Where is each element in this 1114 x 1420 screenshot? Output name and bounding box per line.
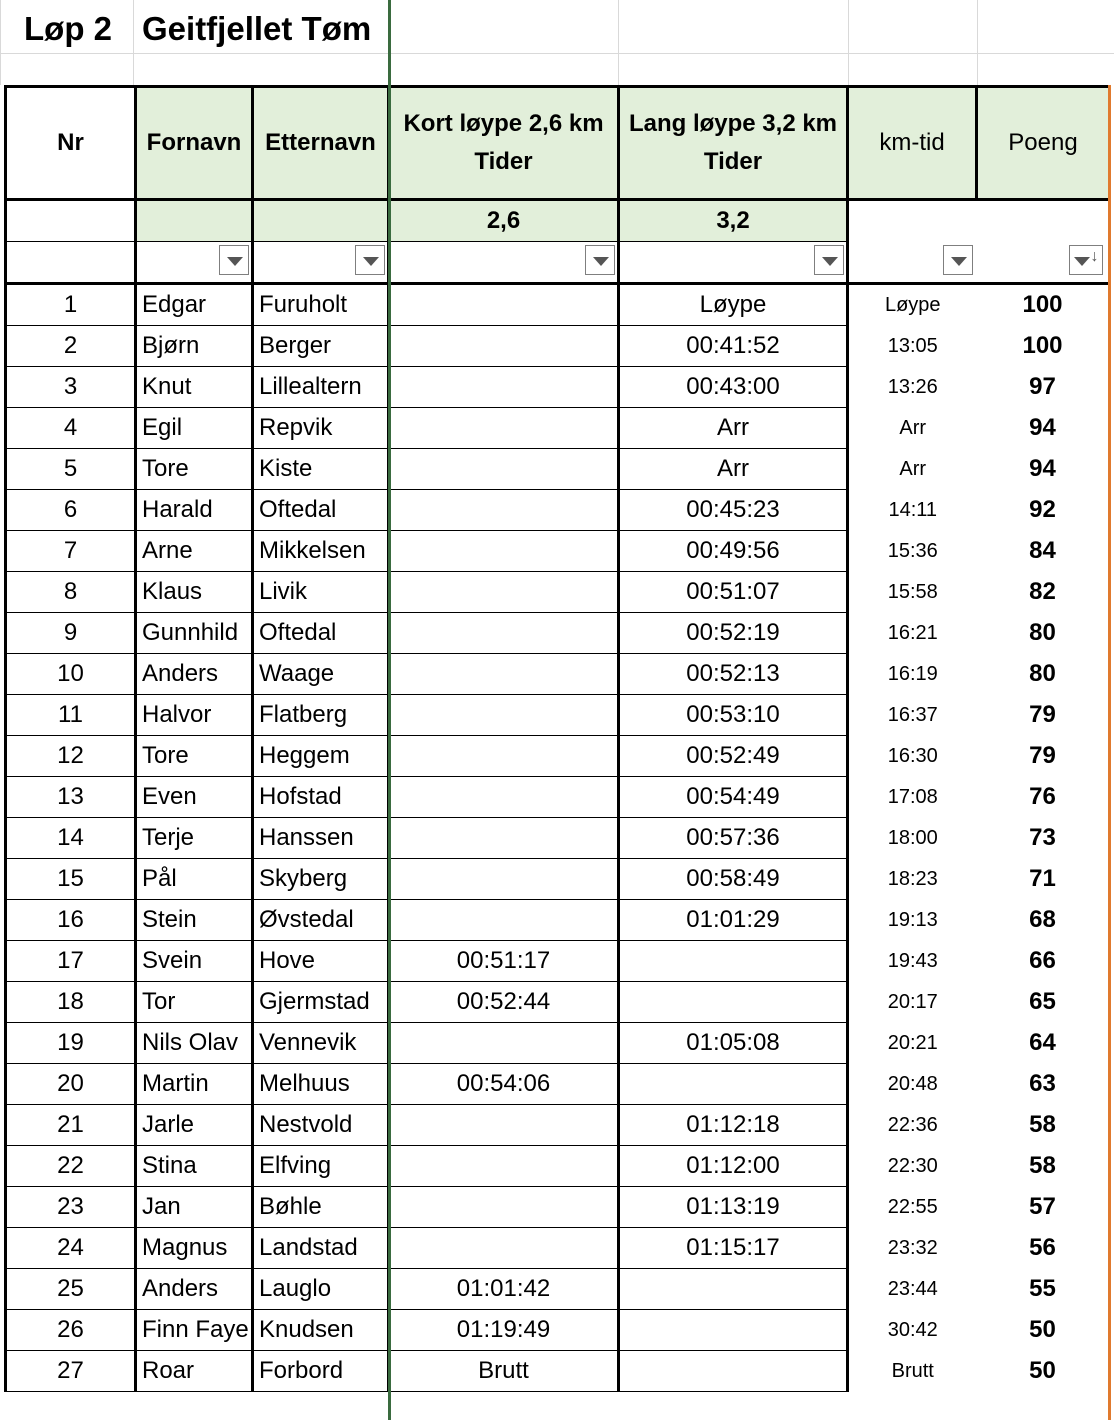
row-etternavn[interactable]: Hove [253, 941, 389, 982]
row-lang-tid[interactable]: 00:53:10 [619, 695, 848, 736]
row-kort-tid[interactable] [389, 326, 619, 367]
row-kort-tid[interactable] [389, 1023, 619, 1064]
row-nr[interactable]: 18 [6, 982, 136, 1023]
table-row [6, 1064, 1109, 1105]
row-fornavn[interactable]: Halvor [136, 695, 253, 736]
row-fornavn[interactable]: Tore [136, 449, 253, 490]
header-kort-loype[interactable] [389, 87, 619, 200]
row-fornavn[interactable]: Finn Faye [136, 1310, 253, 1351]
row-etternavn[interactable]: Elfving [253, 1146, 389, 1187]
filter-dropdown-button[interactable] [943, 245, 973, 275]
row-kort-tid[interactable] [389, 367, 619, 408]
row-nr[interactable]: 5 [6, 449, 136, 490]
row-etternavn[interactable]: Melhuus [253, 1064, 389, 1105]
cell[interactable] [253, 200, 389, 242]
row-nr[interactable]: 2 [6, 326, 136, 367]
row-kort-tid[interactable]: 01:19:49 [389, 1310, 619, 1351]
row-kmtid[interactable]: 16:30 [887, 744, 938, 767]
results-table [4, 85, 1109, 1392]
row-poeng[interactable]: 92 [1029, 496, 1056, 523]
header-kmtid[interactable]: km-tid [848, 87, 977, 200]
row-lang-tid[interactable]: 00:51:07 [619, 572, 848, 613]
row-kort-tid[interactable] [389, 1187, 619, 1228]
table-row [6, 777, 1109, 818]
gridline [848, 0, 849, 85]
row-etternavn[interactable]: Waage [253, 654, 389, 695]
row-nr[interactable]: 11 [6, 695, 136, 736]
row-etternavn[interactable]: Bøhle [253, 1187, 389, 1228]
row-kort-tid[interactable] [389, 736, 619, 777]
row-kort-tid[interactable] [389, 1105, 619, 1146]
row-nr[interactable]: 4 [6, 408, 136, 449]
row-nr[interactable]: 13 [6, 777, 136, 818]
row-poeng[interactable]: 100 [1022, 332, 1063, 359]
row-kort-tid[interactable] [389, 777, 619, 818]
table-row [6, 736, 1109, 777]
row-lang-tid[interactable]: 00:52:19 [619, 613, 848, 654]
column-edge-marker [1108, 85, 1111, 1420]
table-row [6, 572, 1109, 613]
row-kmtid[interactable]: Arr [899, 457, 927, 480]
row-lang-tid[interactable] [619, 1351, 848, 1392]
row-kort-tid[interactable] [389, 654, 619, 695]
row-etternavn[interactable]: Gjermstad [253, 982, 389, 1023]
row-poeng[interactable]: 80 [1029, 660, 1056, 687]
row-kort-tid[interactable] [389, 1146, 619, 1187]
row-nr[interactable]: 14 [6, 818, 136, 859]
table-row [6, 1187, 1109, 1228]
row-etternavn[interactable]: Kiste [253, 449, 389, 490]
filter-cell-fornavn [136, 242, 253, 284]
row-poeng[interactable]: 80 [1029, 619, 1056, 646]
row-fornavn[interactable]: Pål [136, 859, 253, 900]
cell[interactable] [977, 200, 1109, 242]
row-nr[interactable]: 27 [6, 1351, 136, 1392]
row-poeng[interactable]: 68 [1029, 906, 1056, 933]
table-row [6, 1310, 1109, 1351]
row-kort-tid[interactable]: 00:52:44 [389, 982, 619, 1023]
table-row [6, 284, 1109, 326]
row-kmtid[interactable]: 15:36 [887, 539, 938, 562]
filter-cell-poeng [977, 242, 1109, 284]
race-name-cell[interactable]: Geitfjellet Tøm [142, 10, 372, 47]
row-lang-tid[interactable]: 00:54:49 [619, 777, 848, 818]
row-kmtid[interactable]: 30:42 [887, 1318, 938, 1341]
row-fornavn[interactable]: Bjørn [136, 326, 253, 367]
row-etternavn[interactable]: Skyberg [253, 859, 389, 900]
filter-dropdown-button[interactable] [585, 245, 615, 275]
row-lang-tid[interactable]: 01:15:17 [619, 1228, 848, 1269]
filter-row [6, 242, 1109, 284]
table-row [6, 531, 1109, 572]
row-fornavn[interactable]: Jarle [136, 1105, 253, 1146]
row-fornavn[interactable]: Tore [136, 736, 253, 777]
row-poeng[interactable]: 100 [1022, 291, 1063, 319]
row-kort-tid[interactable] [389, 284, 619, 326]
header-row [6, 87, 1109, 200]
row-poeng[interactable]: 97 [1029, 373, 1056, 400]
row-etternavn[interactable]: Furuholt [253, 284, 389, 326]
row-etternavn[interactable]: Repvik [253, 408, 389, 449]
table-row [6, 367, 1109, 408]
row-fornavn[interactable]: Knut [136, 367, 253, 408]
header-etternavn[interactable]: Etternavn [253, 87, 389, 200]
row-lang-tid[interactable]: 00:49:56 [619, 531, 848, 572]
row-kmtid[interactable]: 15:58 [887, 580, 938, 603]
row-kmtid[interactable]: Brutt [891, 1359, 934, 1382]
table-row [6, 654, 1109, 695]
result-rows [6, 284, 1109, 1392]
row-nr[interactable]: 20 [6, 1064, 136, 1105]
row-nr[interactable]: 10 [6, 654, 136, 695]
row-nr[interactable]: 7 [6, 531, 136, 572]
table-row [6, 408, 1109, 449]
filter-dropdown-button[interactable] [219, 245, 249, 275]
row-nr[interactable]: 12 [6, 736, 136, 777]
row-kmtid[interactable]: 13:05 [887, 334, 938, 357]
row-lang-tid[interactable]: Arr [619, 408, 848, 449]
filter-cell-lang [619, 242, 848, 284]
row-lang-tid[interactable] [619, 982, 848, 1023]
table-row [6, 326, 1109, 367]
row-etternavn[interactable]: Hofstad [253, 777, 389, 818]
row-lang-tid[interactable] [619, 941, 848, 982]
row-fornavn[interactable]: Klaus [136, 572, 253, 613]
row-nr[interactable]: 9 [6, 613, 136, 654]
row-kort-tid[interactable]: 01:01:42 [389, 1269, 619, 1310]
row-kmtid[interactable]: 19:13 [887, 908, 938, 931]
row-kmtid[interactable]: Løype [884, 293, 941, 316]
row-fornavn[interactable]: Svein [136, 941, 253, 982]
row-kmtid[interactable]: 20:48 [887, 1072, 938, 1095]
row-fornavn[interactable]: Martin [136, 1064, 253, 1105]
row-poeng[interactable]: 66 [1029, 947, 1056, 974]
row-etternavn[interactable]: Øvstedal [253, 900, 389, 941]
row-kort-tid[interactable] [389, 408, 619, 449]
row-kmtid[interactable]: 14:11 [888, 498, 938, 521]
row-kort-tid[interactable] [389, 531, 619, 572]
row-fornavn[interactable]: Arne [136, 531, 253, 572]
row-kmtid[interactable]: 20:17 [887, 990, 938, 1013]
row-kmtid[interactable]: 23:44 [887, 1277, 938, 1300]
row-nr[interactable]: 15 [6, 859, 136, 900]
row-nr[interactable]: 19 [6, 1023, 136, 1064]
gridline [977, 0, 978, 85]
row-etternavn[interactable]: Flatberg [253, 695, 389, 736]
row-etternavn[interactable]: Vennevik [253, 1023, 389, 1064]
row-etternavn[interactable]: Hanssen [253, 818, 389, 859]
row-etternavn[interactable]: Heggem [253, 736, 389, 777]
row-kort-tid[interactable] [389, 695, 619, 736]
table-row [6, 449, 1109, 490]
row-poeng[interactable]: 79 [1029, 742, 1056, 769]
filter-dropdown-button[interactable] [355, 245, 385, 275]
gridline [133, 0, 134, 85]
row-kmtid[interactable]: 18:23 [887, 867, 938, 890]
filter-cell-kort [389, 242, 619, 284]
header-nr[interactable]: Nr [6, 87, 136, 200]
row-kmtid[interactable]: 16:19 [887, 662, 938, 685]
row-poeng[interactable]: 82 [1029, 578, 1056, 605]
row-nr[interactable]: 17 [6, 941, 136, 982]
row-lang-tid[interactable]: 00:41:52 [619, 326, 848, 367]
row-poeng[interactable]: 63 [1029, 1070, 1056, 1097]
row-kort-tid[interactable] [389, 572, 619, 613]
row-poeng[interactable]: 55 [1029, 1275, 1056, 1302]
row-lang-tid[interactable]: 00:52:13 [619, 654, 848, 695]
table-row [6, 818, 1109, 859]
freeze-pane-line [388, 0, 391, 1420]
table-row [6, 1269, 1109, 1310]
row-lang-tid[interactable] [619, 1269, 848, 1310]
row-kort-tid[interactable] [389, 490, 619, 531]
row-lang-tid[interactable]: 01:12:00 [619, 1146, 848, 1187]
table-row [6, 982, 1109, 1023]
row-nr[interactable]: 6 [6, 490, 136, 531]
row-poeng[interactable]: 84 [1029, 537, 1056, 564]
cell[interactable] [136, 200, 253, 242]
row-lang-tid[interactable]: 00:45:23 [619, 490, 848, 531]
filter-dropdown-button[interactable] [814, 245, 844, 275]
cell[interactable] [6, 200, 136, 242]
row-lang-tid[interactable]: 00:58:49 [619, 859, 848, 900]
row-etternavn[interactable]: Mikkelsen [253, 531, 389, 572]
row-kmtid[interactable]: Arr [899, 416, 927, 439]
row-poeng[interactable]: 50 [1029, 1316, 1056, 1343]
filter-cell-etternavn [253, 242, 389, 284]
row-poeng[interactable]: 65 [1029, 988, 1056, 1015]
row-kort-tid[interactable] [389, 613, 619, 654]
row-lang-tid[interactable]: 00:43:00 [619, 367, 848, 408]
cell[interactable] [6, 242, 136, 284]
row-etternavn[interactable]: Lillealtern [253, 367, 389, 408]
cell[interactable] [848, 200, 977, 242]
row-lang-tid[interactable]: 00:57:36 [619, 818, 848, 859]
row-poeng[interactable]: 58 [1029, 1111, 1056, 1138]
row-etternavn[interactable]: Nestvold [253, 1105, 389, 1146]
header-lang-label: Lang løype 3,2 km [628, 110, 838, 137]
row-nr[interactable]: 25 [6, 1269, 136, 1310]
row-etternavn[interactable]: Berger [253, 326, 389, 367]
distance-kort[interactable]: 2,6 [389, 200, 619, 242]
row-kmtid[interactable]: 20:21 [887, 1031, 938, 1054]
race-number-cell[interactable]: Løp 2 [24, 10, 112, 47]
row-poeng[interactable]: 94 [1029, 455, 1056, 482]
row-etternavn[interactable]: Oftedal [253, 613, 389, 654]
row-kmtid[interactable]: 23:32 [887, 1236, 938, 1259]
row-lang-tid[interactable]: Løype [619, 284, 848, 326]
row-nr[interactable]: 22 [6, 1146, 136, 1187]
row-poeng[interactable]: 73 [1029, 824, 1056, 851]
row-kort-tid[interactable]: Brutt [389, 1351, 619, 1392]
table-row [6, 613, 1109, 654]
row-kmtid[interactable]: 13:26 [887, 375, 938, 398]
row-lang-tid[interactable] [619, 1064, 848, 1105]
row-kort-tid[interactable] [389, 900, 619, 941]
table-row [6, 490, 1109, 531]
row-fornavn[interactable]: Terje [136, 818, 253, 859]
row-kort-tid[interactable]: 00:51:17 [389, 941, 619, 982]
row-fornavn[interactable]: Egil [136, 408, 253, 449]
row-etternavn[interactable]: Oftedal [253, 490, 389, 531]
row-fornavn[interactable]: Stein [136, 900, 253, 941]
row-fornavn[interactable]: Jan [136, 1187, 253, 1228]
row-nr[interactable]: 3 [6, 367, 136, 408]
gridline [0, 53, 1114, 54]
row-fornavn[interactable]: Nils Olav [136, 1023, 253, 1064]
row-poeng[interactable]: 50 [1029, 1357, 1056, 1384]
row-fornavn[interactable]: Gunnhild [136, 613, 253, 654]
row-kmtid[interactable]: 17:08 [887, 785, 938, 808]
row-kort-tid[interactable] [389, 818, 619, 859]
row-lang-tid[interactable]: Arr [619, 449, 848, 490]
table-row [6, 1023, 1109, 1064]
row-poeng[interactable]: 64 [1029, 1029, 1056, 1056]
table-row [6, 1146, 1109, 1187]
row-kort-tid[interactable]: 00:54:06 [389, 1064, 619, 1105]
row-poeng[interactable]: 94 [1029, 414, 1056, 441]
header-lang-loype[interactable] [619, 87, 848, 200]
row-fornavn[interactable]: Harald [136, 490, 253, 531]
gridline [0, 0, 1, 85]
sort-descending-icon: ↓ [1090, 247, 1099, 265]
row-lang-tid[interactable]: 01:13:19 [619, 1187, 848, 1228]
header-fornavn[interactable]: Fornavn [136, 87, 253, 200]
row-fornavn[interactable]: Anders [136, 1269, 253, 1310]
row-poeng[interactable]: 56 [1029, 1234, 1056, 1261]
header-kort-label: Kort løype 2,6 km [403, 110, 604, 137]
row-lang-tid[interactable]: 01:05:08 [619, 1023, 848, 1064]
row-nr[interactable]: 24 [6, 1228, 136, 1269]
row-nr[interactable]: 1 [6, 284, 136, 326]
row-poeng[interactable]: 76 [1029, 783, 1056, 810]
table-row [6, 1228, 1109, 1269]
row-kmtid[interactable]: 16:37 [887, 703, 938, 726]
row-nr[interactable]: 26 [6, 1310, 136, 1351]
row-kmtid[interactable]: 22:36 [887, 1113, 938, 1136]
row-kort-tid[interactable] [389, 1228, 619, 1269]
header-kort-tider: Tider [474, 148, 533, 175]
table-row [6, 859, 1109, 900]
row-poeng[interactable]: 58 [1029, 1152, 1056, 1179]
table-row [6, 695, 1109, 736]
row-fornavn[interactable]: Anders [136, 654, 253, 695]
row-etternavn[interactable]: Forbord [253, 1351, 389, 1392]
table-row [6, 941, 1109, 982]
row-kort-tid[interactable] [389, 859, 619, 900]
row-poeng[interactable]: 57 [1029, 1193, 1056, 1220]
row-lang-tid[interactable]: 01:01:29 [619, 900, 848, 941]
row-etternavn[interactable]: Lauglo [253, 1269, 389, 1310]
row-kmtid[interactable]: 22:55 [887, 1195, 938, 1218]
table-row [6, 1105, 1109, 1146]
row-poeng[interactable]: 71 [1029, 865, 1056, 892]
row-fornavn[interactable]: Edgar [136, 284, 253, 326]
row-fornavn[interactable]: Roar [136, 1351, 253, 1392]
row-lang-tid[interactable] [619, 1310, 848, 1351]
row-fornavn[interactable]: Tor [136, 982, 253, 1023]
row-kmtid[interactable]: 16:21 [887, 621, 938, 644]
row-fornavn[interactable]: Even [136, 777, 253, 818]
header-poeng[interactable]: Poeng [977, 87, 1109, 200]
row-kort-tid[interactable] [389, 449, 619, 490]
row-kmtid[interactable]: 19:43 [887, 949, 938, 972]
row-lang-tid[interactable]: 01:12:18 [619, 1105, 848, 1146]
row-poeng[interactable]: 79 [1029, 701, 1056, 728]
row-kmtid[interactable]: 22:30 [887, 1154, 938, 1177]
distance-row [6, 200, 1109, 242]
table-row [6, 1351, 1109, 1392]
table-row [6, 900, 1109, 941]
row-kmtid[interactable]: 18:00 [887, 826, 938, 849]
row-nr[interactable]: 21 [6, 1105, 136, 1146]
row-nr[interactable]: 16 [6, 900, 136, 941]
row-nr[interactable]: 23 [6, 1187, 136, 1228]
filter-cell-kmtid [848, 242, 977, 284]
distance-lang[interactable]: 3,2 [619, 200, 848, 242]
row-lang-tid[interactable]: 00:52:49 [619, 736, 848, 777]
row-etternavn[interactable]: Landstad [253, 1228, 389, 1269]
row-fornavn[interactable]: Stina [136, 1146, 253, 1187]
header-lang-tider: Tider [703, 148, 763, 175]
gridline [618, 0, 619, 85]
row-etternavn[interactable]: Knudsen [253, 1310, 389, 1351]
row-fornavn[interactable]: Magnus [136, 1228, 253, 1269]
row-etternavn[interactable]: Livik [253, 572, 389, 613]
row-nr[interactable]: 8 [6, 572, 136, 613]
